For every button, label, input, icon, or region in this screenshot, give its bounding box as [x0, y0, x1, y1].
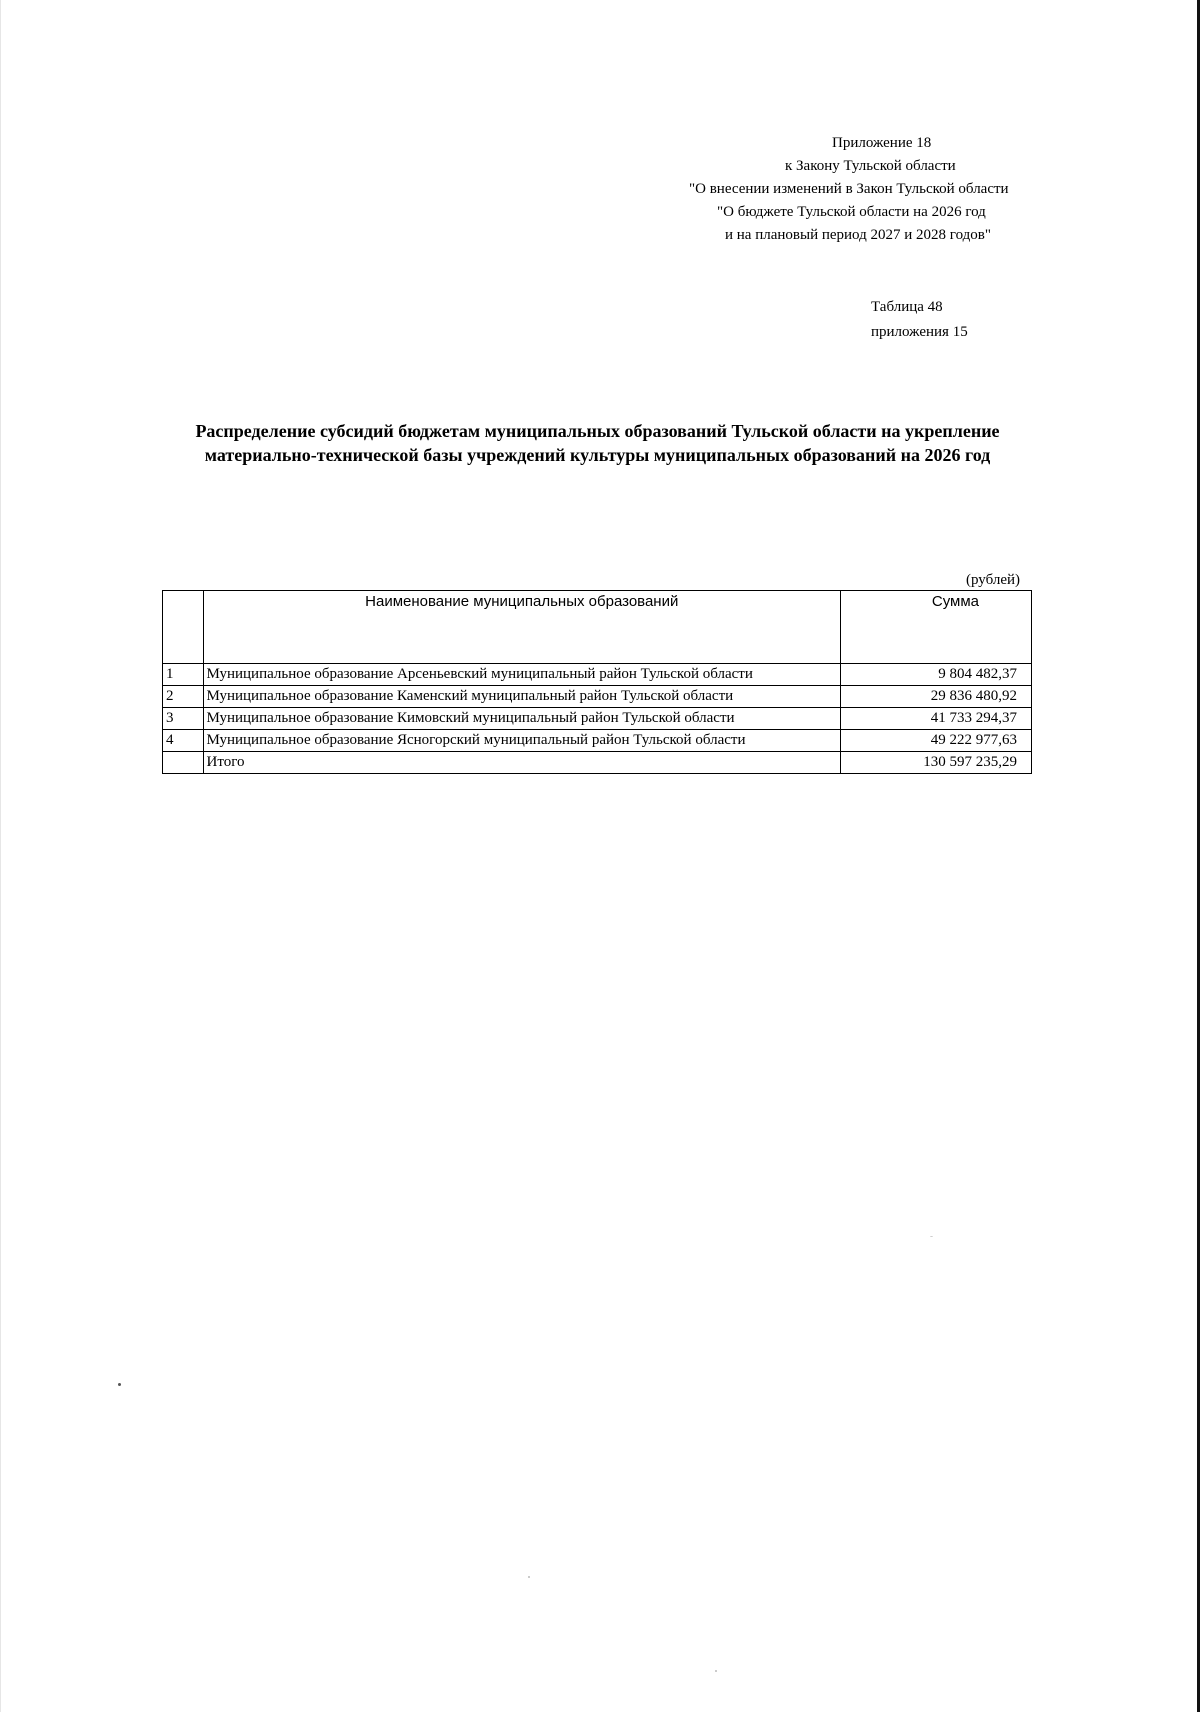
table-reference — [871, 295, 968, 345]
scan-speck — [930, 1236, 933, 1237]
row-sum: 29 836 480,92 — [840, 686, 1031, 708]
header-name: Наименование муниципальных образований — [203, 591, 840, 664]
row-name: Муниципальное образование Каменский муниципальный район Тульской области — [203, 686, 840, 708]
unit-label: (рублей) — [966, 572, 1021, 588]
table-row — [163, 730, 1032, 752]
table-appendix: приложения 15 — [871, 324, 968, 340]
row-name: Муниципальное образование Ясногорский муниципальный район Тульской области — [203, 730, 840, 752]
row-sum: 41 733 294,37 — [840, 708, 1031, 730]
table-total-row — [163, 752, 1032, 774]
page-edge-left — [0, 0, 1, 1712]
row-number: 1 — [163, 664, 204, 686]
scan-speck — [118, 1383, 121, 1386]
document-title: Распределение субсидий бюджетам муниципальных образований Тульской области на укрепление материально-технической базы учреждений культуры муниципальных образований на 2026 год — [195, 421, 1000, 465]
table-row — [163, 708, 1032, 730]
row-name: Муниципальное образование Кимовский муниципальный район Тульской области — [203, 708, 840, 730]
appendix-line: Приложение 18 — [832, 135, 932, 151]
row-sum: 9 804 482,37 — [840, 664, 1031, 686]
appendix-line: и на плановый период 2027 и 2028 годов" — [725, 227, 991, 243]
total-number — [163, 752, 204, 774]
appendix-line: "О внесении изменений в Закон Тульской области — [689, 181, 1009, 197]
row-number: 3 — [163, 708, 204, 730]
appendix-reference — [620, 132, 1040, 247]
row-sum: 49 222 977,63 — [840, 730, 1031, 752]
table-row — [163, 664, 1032, 686]
table-row — [163, 686, 1032, 708]
header-sum: Сумма — [840, 591, 1031, 664]
total-sum: 130 597 235,29 — [840, 752, 1031, 774]
scan-speck — [715, 1670, 717, 1672]
appendix-line: "О бюджете Тульской области на 2026 год — [717, 204, 986, 220]
table-header-row — [163, 591, 1032, 664]
allocation-table — [162, 590, 1032, 774]
row-number: 2 — [163, 686, 204, 708]
total-label: Итого — [203, 752, 840, 774]
row-name: Муниципальное образование Арсеньевский муниципальный район Тульской области — [203, 664, 840, 686]
scan-speck — [528, 1576, 530, 1578]
appendix-line: к Закону Тульской области — [785, 158, 956, 174]
row-number: 4 — [163, 730, 204, 752]
header-number — [163, 591, 204, 664]
table-number: Таблица 48 — [871, 299, 943, 315]
